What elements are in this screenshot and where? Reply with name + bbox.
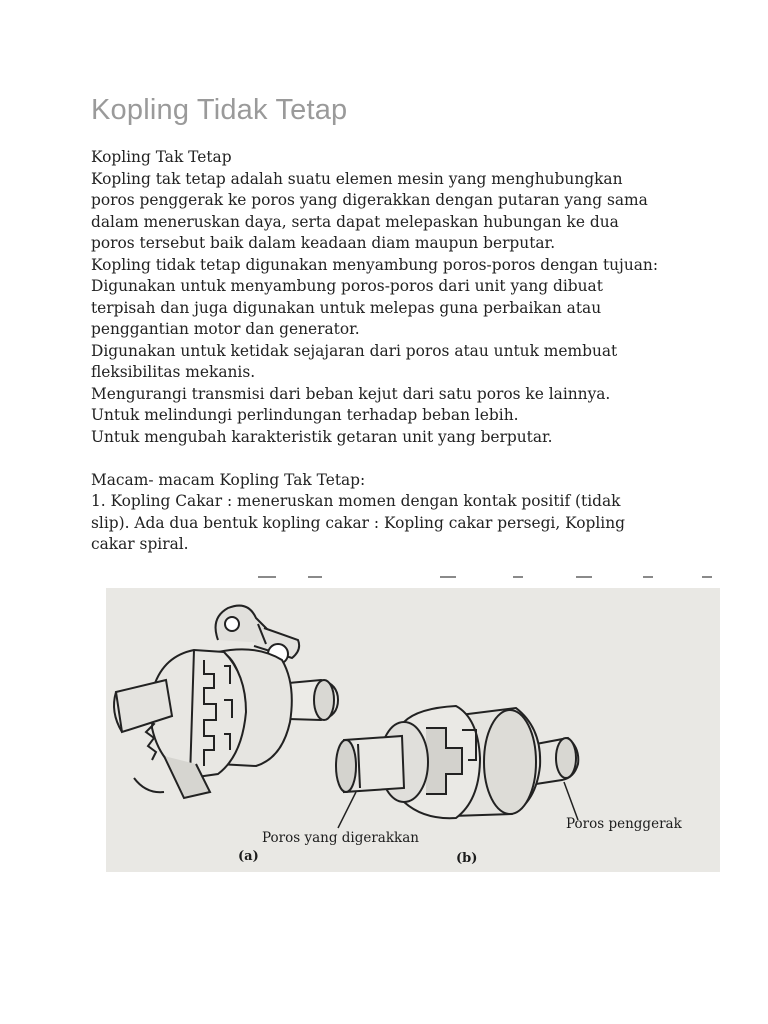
label-poros-penggerak: Poros penggerak <box>566 816 682 832</box>
coupling-figure <box>106 588 720 872</box>
text-line: Digunakan untuk menyambung poros-poros dari unit yang dibuat <box>91 277 603 295</box>
text-line: Kopling tidak tetap digunakan menyambung poros-poros dengan tujuan: <box>91 255 659 274</box>
text-line: 1. Kopling Cakar : meneruskan momen dengan kontak positif (tidak <box>91 492 621 510</box>
paragraph-gap <box>91 448 731 470</box>
text-line: poros penggerak ke poros yang digerakkan dengan putaran yang sama <box>91 191 648 209</box>
subheading: Kopling Tak Tetap <box>91 148 232 166</box>
text-line: Digunakan untuk ketidak sejajaran dari poros atau untuk membuat <box>91 341 618 360</box>
text-line: Untuk melindungi perlindungan terhadap beban lebih. <box>91 406 519 424</box>
text-line: Untuk mengubah karakteristik getaran unit yang berputar. <box>91 427 553 446</box>
page-title: Kopling Tidak Tetap <box>91 94 348 126</box>
text-line: fleksibilitas mekanis. <box>91 363 256 381</box>
scan-artifact-dashes <box>258 576 714 580</box>
body-text <box>91 147 731 556</box>
text-line: Mengurangi transmisi dari beban kejut dari satu poros ke lainnya. <box>91 384 611 403</box>
text-line: slip). Ada dua bentuk kopling cakar : Kopling cakar persegi, Kopling <box>91 513 625 532</box>
claw-coupling-illustration <box>106 588 720 872</box>
text-line: penggantian motor dan generator. <box>91 320 360 338</box>
text-line: poros tersebut baik dalam keadaan diam maupun berputar. <box>91 234 556 252</box>
coupling-a-drawing <box>114 606 338 798</box>
text-line: Kopling tak tetap adalah suatu elemen mesin yang menghubungkan <box>91 169 623 188</box>
subheading: Macam- macam Kopling Tak Tetap: <box>91 470 366 489</box>
label-a: (a) <box>238 849 259 864</box>
coupling-b-drawing <box>336 706 578 818</box>
text-line: terpisah dan juga digunakan untuk melepas guna perbaikan atau <box>91 298 602 317</box>
label-poros-yang-digerakkan: Poros yang digerakkan <box>262 830 419 846</box>
label-b: (b) <box>456 851 478 866</box>
text-line: dalam meneruskan daya, serta dapat melepaskan hubungan ke dua <box>91 212 619 231</box>
text-line: cakar spiral. <box>91 535 189 553</box>
